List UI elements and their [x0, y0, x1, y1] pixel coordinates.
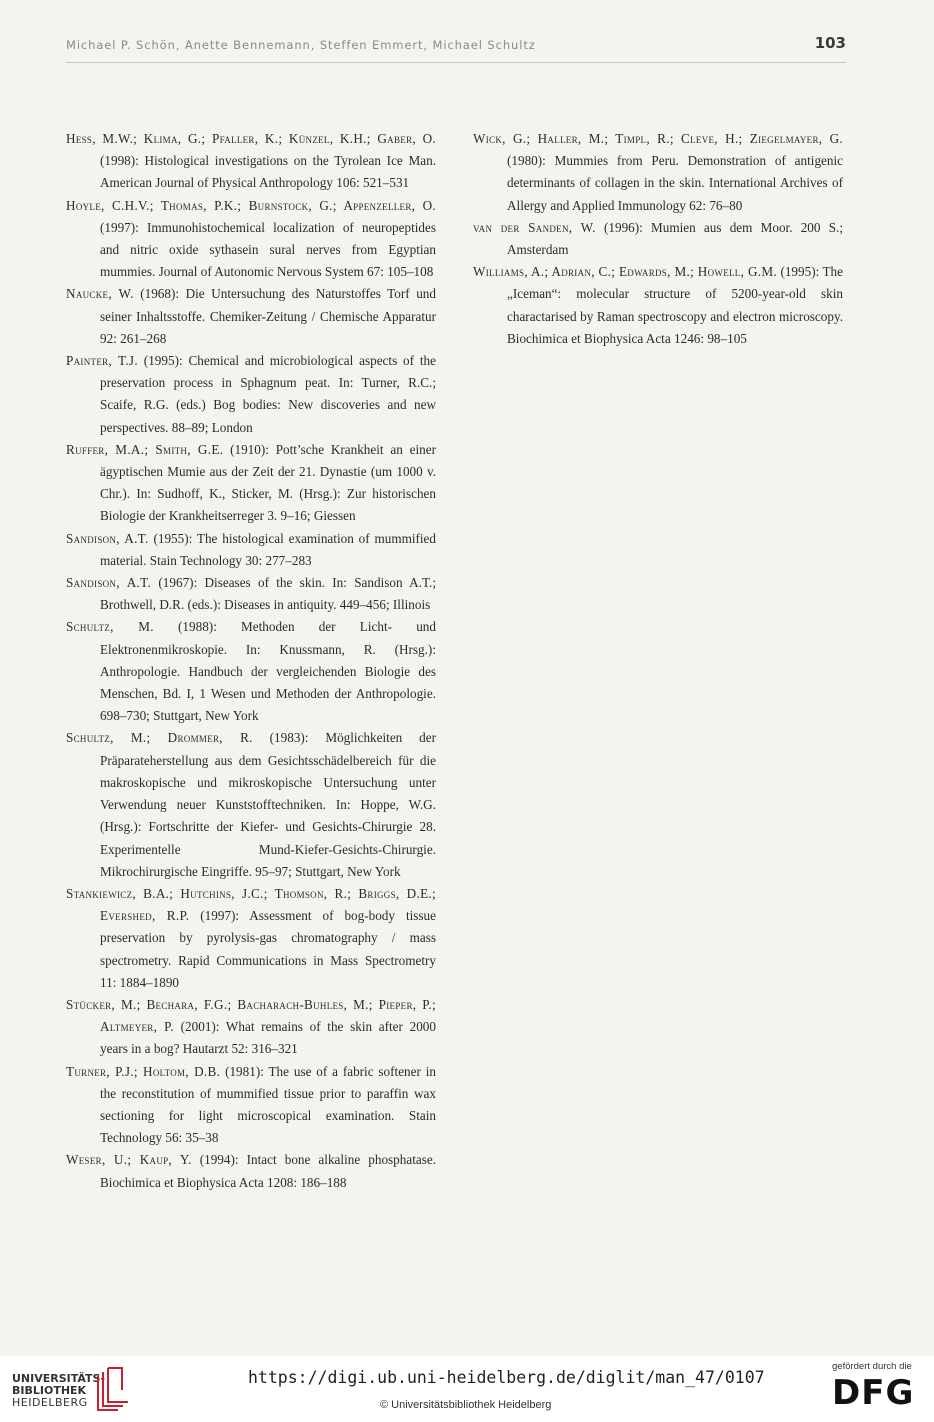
dfg-logo[interactable]: DFG — [832, 1373, 915, 1413]
reference-entry: Stankiewicz, B.A.; Hutchins, J.C.; Thomson, R.; Briggs, D.E.; Evershed, R.P. (1997): Assessment of bog-body tissue preservation by pyrolysis-gas chromatography / mass spectrometry. Rapid Communications in Mass Spectrometry 11: 1884–1890 — [66, 885, 436, 990]
reference-entry: Turner, P.J.; Holtom, D.B. (1981): The use of a fabric softener in the reconstitution of mummified tissue prior to paraffin wax sectioning for light microscopical examination. Stain Technology 56: 35–38 — [66, 1063, 436, 1146]
reference-entry: Schultz, M. (1988): Methoden der Licht- und Elektronenmikroskopie. In: Knussmann, R. (Hrsg.): Anthropologie. Handbuch der vergleichenden Biologie des Menschen, Bd. I, 1 Wesen und Methoden der Anthropologie. 698–730; Stuttgart, New York — [66, 619, 436, 724]
document-url-link[interactable]: https://digi.ub.uni-heidelberg.de/diglit/man_47/0107 — [248, 1368, 765, 1387]
reference-entry: van der Sanden, W. (1996): Mumien aus dem Moor. 200 S.; Amsterdam — [473, 219, 843, 258]
references-right-column — [473, 128, 843, 350]
header-divider — [66, 62, 846, 63]
running-header — [66, 34, 846, 56]
reference-entry: Painter, T.J. (1995): Chemical and microbiological aspects of the preservation process in Sphagnum peat. In: Turner, R.C.; Scaife, R.G. (eds.) Bog bodies: New discoveries and new perspectives. 88–89; London — [66, 353, 437, 435]
reference-entry: Weser, U.; Kaup, Y. (1994): Intact bone alkaline phosphatase. Biochimica et Biophysica Acta 1208: 186–188 — [66, 1152, 437, 1190]
ub-heidelberg-logo[interactable]: UNIVERSITÄTS- BIBLIOTHEK HEIDELBERG — [12, 1372, 106, 1409]
digitization-footer — [0, 1356, 934, 1422]
running-header-authors: Michael P. Schön, Anette Bennemann, Steffen Emmert, Michael Schultz — [66, 38, 536, 52]
reference-entry: Hoyle, C.H.V.; Thomas, P.K.; Burnstock, G.; Appenzeller, O. (1997): Immunohistochemical localization of neuropeptides and nitric oxide sythasein sural nerves from Egyptian mummies. Journal of Autonomic Nervous System 67: 105–108 — [66, 197, 436, 280]
ub-heidelberg-logo-icon — [94, 1364, 130, 1414]
reference-entry: Hess, M.W.; Klima, G.; Pfaller, K.; Künzel, K.H.; Gaber, O. (1998): Histological investigations on the Tyrolean Ice Man. American Journal of Physical Anthropology 106: 521–531 — [66, 131, 436, 191]
funding-note: gefördert durch die — [832, 1361, 912, 1372]
copyright-notice: © Universitätsbibliothek Heidelberg — [380, 1399, 552, 1411]
reference-entry: Sandison, A.T. (1967): Diseases of the skin. In: Sandison A.T.; Brothwell, D.R. (eds.): Diseases in antiquity. 449–456; Illinois — [66, 575, 437, 613]
reference-entry: Schultz, M.; Drommer, R. (1983): Möglichkeiten der Präparateherstellung aus dem Gesichtsschädelbereich für die makroskopische und mikroskopische Untersuchung unter Verwendung neuer Kunststofftechniken. In: Hoppe, W.G. (Hrsg.): Fortschritte der Kiefer- und Gesichts-Chirurgie 28. Experimentelle Mund-Kiefer-Gesichts-Chirurgie. Mikrochirurgische Eingriffe. 95–97; Stuttgart, New York — [66, 730, 436, 879]
reference-entry: Sandison, A.T. (1955): The histological examination of mummified material. Stain Technology 30: 277–283 — [66, 530, 436, 568]
reference-entry: Stücker, M.; Bechara, F.G.; Bacharach-Buhles, M.; Pieper, P.; Altmeyer, P. (2001): What remains of the skin after 2000 years in a bog? Hautarzt 52: 316–321 — [66, 996, 436, 1057]
reference-entry: Naucke, W. (1968): Die Untersuchung des Naturstoffes Torf und seiner Inhaltsstoffe. Chemiker-Zeitung / Chemische Apparatur 92: 261–268 — [66, 286, 436, 346]
page-number: 103 — [814, 34, 846, 52]
reference-entry: Williams, A.; Adrian, C.; Edwards, M.; Howell, G.M. (1995): The „Iceman“: molecular structure of 5200-year-old skin charactarised by Raman spectroscopy and electron microscopy. Biochimica et Biophysica Acta 1246: 98–105 — [473, 264, 843, 346]
reference-entry: Ruffer, M.A.; Smith, G.E. (1910): Pott’sche Krankheit an einer ägyptischen Mumie aus der Zeit der 21. Dynastie (um 1000 v. Chr.). In: Sudhoff, K., Sticker, M. (Hrsg.): Zur historischen Biologie der Krankheitserreger 3. 9–16; Giessen — [66, 441, 436, 524]
reference-entry: Wick, G.; Haller, M.; Timpl, R.; Cleve, H.; Ziegelmayer, G. (1980): Mummies from Peru. Demonstration of antigenic determinants of collagen in the skin. International Archives of Allergy and Applied Immunology 62: 76–80 — [473, 131, 843, 213]
references-left-column — [66, 128, 437, 1194]
